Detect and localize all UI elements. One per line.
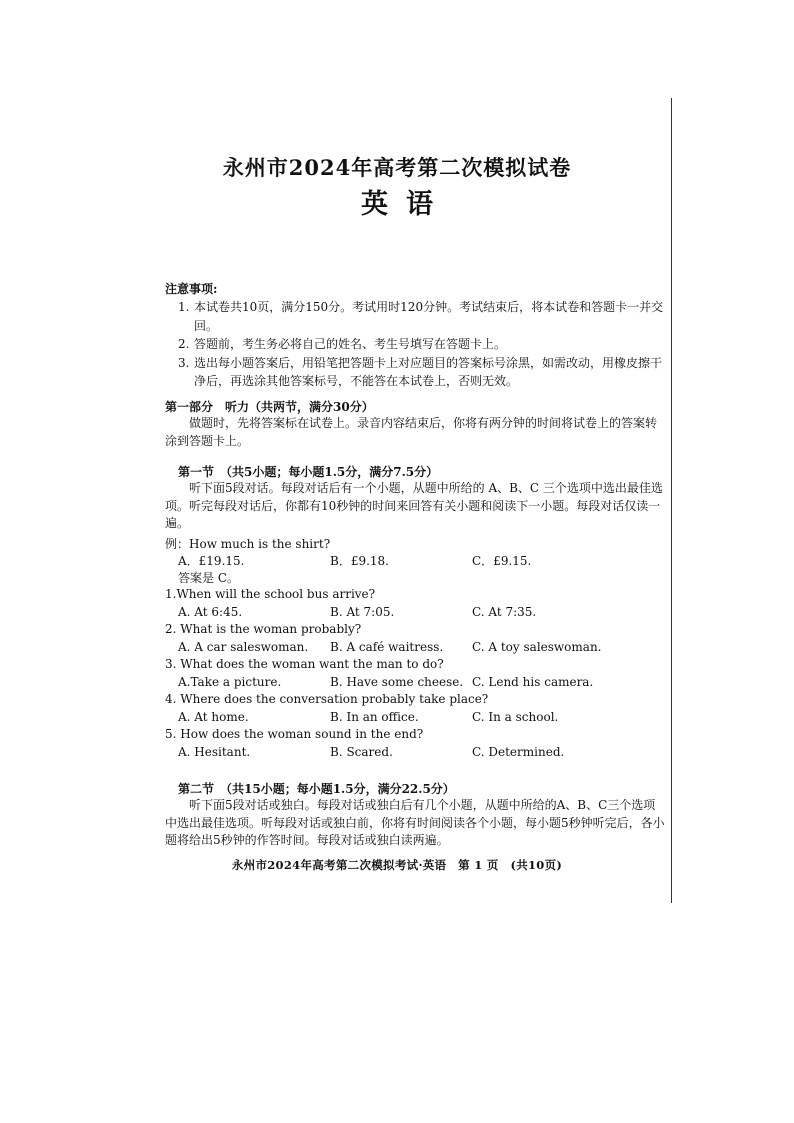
option-c: C. Determined. [472, 745, 565, 759]
notice-item [178, 354, 666, 391]
option-b: B. In an office. [330, 710, 419, 724]
example-answer: 答案是 C。 [178, 571, 239, 585]
exam-title: 永州市2024年高考第二次模拟试卷 [222, 155, 572, 180]
section2-description: 听下面5段对话或独白。每段对话或独白后有几个小题，从题中所给的A、B、C三个选项中选出最佳选项。听每段对话或独白前，你将有时间阅读各个小题，每小题5秒钟听完后，各小题将给出5秒钟的作答时间。每段对话或独白读两遍。 [165, 798, 665, 847]
notice-item-text: 答题前，考生务必将自己的姓名、考生号填写在答题卡上。 [194, 337, 507, 351]
notice-list [178, 298, 666, 391]
option-c: C. A toy saleswoman. [472, 640, 602, 654]
notice-item-number: 3. [178, 355, 190, 370]
option-a: A. At 6:45. [178, 605, 243, 619]
question-3: 3. What does the woman want the man to do? [165, 657, 444, 671]
option-c: C. Lend his camera. [472, 675, 594, 689]
notice-item [178, 335, 666, 354]
question-2: 2. What is the woman probably? [165, 622, 362, 636]
option-b: B．£9.18. [330, 554, 389, 568]
page-footer: 永州市2024年高考第二次模拟考试·英语 第 1 页 (共10页) [231, 858, 563, 872]
option-c: C．£9.15. [472, 554, 532, 568]
option-c: C. In a school. [472, 710, 559, 724]
option-b: B. Scared. [330, 745, 393, 759]
option-a: A.Take a picture. [178, 675, 282, 689]
option-b: B. A café waitress. [330, 640, 444, 654]
option-a: A. A car saleswoman. [178, 640, 309, 654]
option-b: B. Have some cheese. [330, 675, 464, 689]
example-question: 例：How much is the shirt? [165, 537, 331, 551]
notice-item-text: 本试卷共10页，满分150分。考试用时120分钟。考试结束后，将本试卷和答题卡一并交回。 [194, 300, 664, 333]
section2-heading: 第二节 （共15小题；每小题1.5分，满分22.5分） [178, 782, 455, 796]
notice-item [178, 298, 666, 335]
notice-heading: 注意事项: [165, 282, 218, 296]
section1-heading: 第一节 （共5小题；每小题1.5分，满分7.5分） [178, 465, 439, 479]
part1-description: 做题时，先将答案标在试卷上。录音内容结束后，你将有两分钟的时间将试卷上的答案转涂到答题卡上。 [165, 416, 658, 448]
question-1: 1.When will the school bus arrive? [165, 587, 376, 601]
notice-item-number: 2. [178, 337, 190, 351]
section1-description: 听下面5段对话。每段对话后有一个小题，从题中所给的 A、B、C 三个选项中选出最佳选项。听完每段对话后，你都有10秒钟的时间来回答有关小题和阅读下一小题。每段对话仅读一遍。 [165, 481, 663, 530]
notice-item-number: 1. [178, 300, 190, 314]
option-a: A．£19.15. [178, 554, 245, 568]
notice-item-text: 选出每小题答案后，用铅笔把答题卡上对应题目的答案标号涂黑，如需改动，用橡皮擦干净后，再选涂其他答案标号，不能答在本试卷上，否则无效。 [194, 355, 663, 388]
option-c: C. At 7:35. [472, 605, 537, 619]
option-b: B. At 7:05. [330, 605, 395, 619]
option-a: A. At home. [178, 710, 249, 724]
question-5: 5. How does the woman sound in the end? [165, 727, 424, 741]
part1-heading: 第一部分 听力（共两节，满分30分） [165, 400, 374, 414]
exam-subject: 英语 [361, 189, 451, 220]
question-4: 4. Where does the conversation probably take place? [165, 692, 489, 706]
option-a: A. Hesitant. [178, 745, 251, 759]
